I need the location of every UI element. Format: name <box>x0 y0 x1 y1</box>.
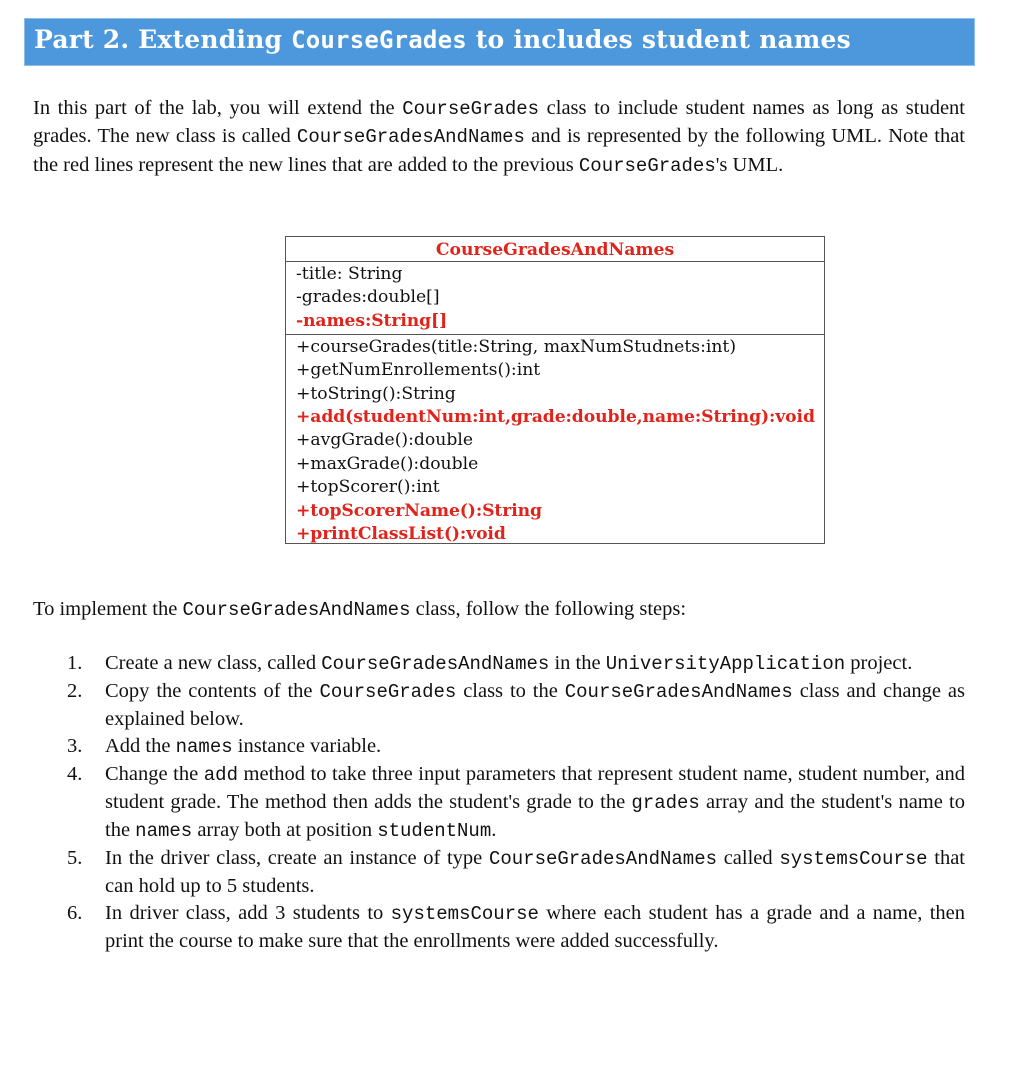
uml-operation: +toString():String <box>296 383 456 404</box>
title-text: Part 2. Extending <box>34 25 292 54</box>
step-item: 4. Change the add method to take three input parameters that represent student name, student number, and student grade. The method then adds the student's grade to the grades array and the student's name to the names array both at position studentNum. <box>67 763 966 842</box>
section-banner <box>24 18 975 66</box>
inline-code: names <box>135 820 193 842</box>
inline-code: grades <box>631 792 700 814</box>
uml-operation: +getNumEnrollements():int <box>296 360 541 381</box>
section-title <box>34 25 851 54</box>
title-text-end: to includes student names <box>466 25 851 54</box>
uml-operation-new: +add(studentNum:int,grade:double,name:String):void <box>296 407 815 428</box>
steps-list <box>67 650 965 955</box>
uml-attribute: -title: String <box>296 264 403 284</box>
inline-code: CourseGradesAndNames <box>488 848 718 870</box>
uml-operation-new: +topScorerName():String <box>296 500 542 521</box>
uml-operation: +courseGrades(title:String, maxNumStudnets:int) <box>296 336 737 357</box>
steps-lead: To implement the CourseGradesAndNames class, follow the following steps: <box>33 598 687 621</box>
intro-paragraph: In this part of the lab, you will extend the CourseGrades class to include student names as long as student grades. The new class is called CourseGradesAndNames and is represented by the following UML. Note that the red lines represent the new lines that are added to the previous CourseGrades's UML. <box>33 97 966 177</box>
uml-operation-new: +printClassList():void <box>296 524 506 545</box>
step-item: 6. In driver class, add 3 students to systemsCourse where each student has a grade and a name, then print the course to make sure that the enrollments were added successfully. <box>67 902 965 952</box>
inline-code: CourseGrades <box>578 154 716 177</box>
inline-code: UniversityApplication <box>605 653 846 675</box>
uml-class-name: CourseGradesAndNames <box>286 237 824 262</box>
uml-attributes <box>286 262 824 335</box>
inline-code: CourseGradesAndNames <box>321 653 550 675</box>
inline-code: CourseGrades <box>402 98 540 120</box>
inline-code: CourseGradesAndNames <box>296 126 525 149</box>
step-item: 5. In the driver class, create an instance of type CourseGradesAndNames called systemsCourse that can hold up to 5 students. <box>67 847 965 897</box>
step-item: 3. Add the names instance variable. <box>67 735 382 758</box>
inline-code: CourseGradesAndNames <box>182 599 411 621</box>
inline-code: names <box>175 736 233 758</box>
uml-operation: +avgGrade():double <box>296 430 474 451</box>
uml-operations <box>286 335 824 547</box>
uml-attribute: -grades:double[] <box>296 287 440 308</box>
inline-code: systemsCourse <box>779 848 928 870</box>
inline-code: studentNum <box>377 820 492 842</box>
step-item: 1. Create a new class, called CourseGradesAndNames in the UniversityApplication project. <box>67 652 913 675</box>
uml-attribute-new: -names:String[] <box>296 310 448 331</box>
uml-operation: +topScorer():int <box>296 477 440 498</box>
uml-class-diagram <box>285 236 825 544</box>
inline-code: CourseGrades <box>319 681 457 703</box>
inline-code: CourseGradesAndNames <box>564 681 793 703</box>
inline-code: add <box>203 764 238 786</box>
step-item: 2. Copy the contents of the CourseGrades class to the CourseGradesAndNames class and change as explained below. <box>67 680 965 730</box>
uml-operation: +maxGrade():double <box>296 453 479 474</box>
inline-code: systemsCourse <box>390 903 539 925</box>
title-code: CourseGrades <box>291 26 467 54</box>
